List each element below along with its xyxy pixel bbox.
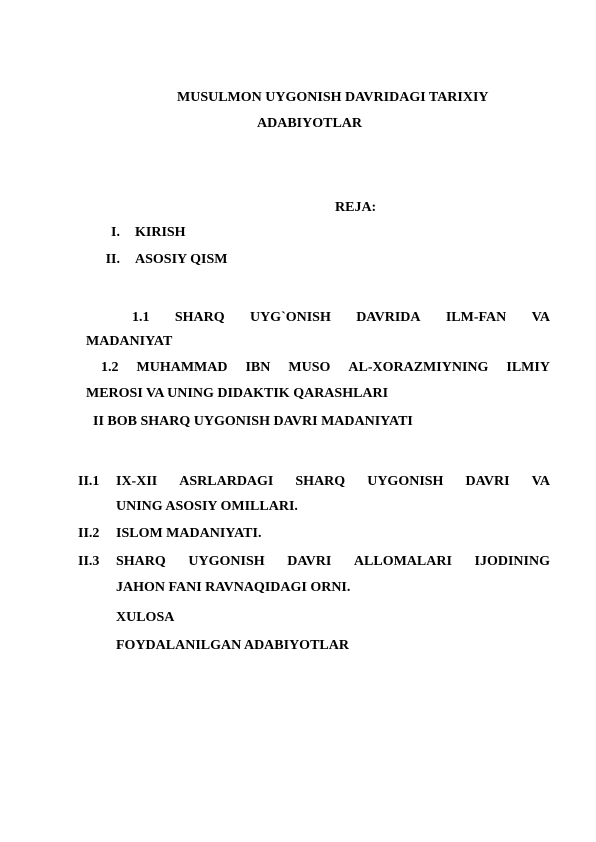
word: IBN	[245, 360, 271, 375]
word: IX-XII	[116, 474, 158, 489]
roman-numeral-2: II.	[105, 252, 120, 267]
word: MUSO	[288, 360, 331, 375]
plan-heading: REJA:	[335, 200, 377, 215]
word: UYG`ONISH	[249, 310, 331, 325]
roman-item-kirish: KIRISH	[135, 225, 186, 240]
section-2-1-line	[116, 474, 550, 490]
section-2-3-number: II.3	[78, 554, 100, 569]
section-2-1-continuation: UNING ASOSIY OMILLARI.	[116, 499, 298, 514]
section-2-1-number: II.1	[78, 474, 100, 489]
word: 1.2	[101, 360, 119, 375]
word: ILMIY	[506, 360, 550, 375]
word: DAVRI	[287, 554, 332, 569]
word: IJODINING	[474, 554, 550, 569]
subsection-1-1-line	[132, 310, 550, 326]
section-2-3-line	[116, 554, 550, 570]
roman-numeral-1: I.	[111, 225, 120, 240]
word: AL-XORAZMIYNING	[348, 360, 489, 375]
word: MUHAMMAD	[136, 360, 228, 375]
conclusion-item: XULOSA	[116, 610, 175, 625]
word: SHARQ	[116, 554, 166, 569]
subsection-1-1-continuation: MADANIYAT	[86, 334, 173, 349]
word: 1.1	[132, 310, 150, 325]
document-title-line-1: MUSULMON UYGONISH DAVRIDAGI TARIXIY	[177, 90, 489, 105]
section-2-2-number: II.2	[78, 526, 100, 541]
word: UYGONISH	[367, 474, 444, 489]
word: UYGONISH	[188, 554, 265, 569]
word: ALLOMALARI	[353, 554, 452, 569]
document-title-line-2: ADABIYOTLAR	[257, 116, 363, 131]
subsection-1-2-continuation: MEROSI VA UNING DIDAKTIK QARASHLARI	[86, 386, 389, 401]
chapter-2-heading: II BOB SHARQ UYGONISH DAVRI MADANIYATI	[93, 414, 413, 429]
subsection-1-2-line	[101, 360, 550, 376]
section-2-2-text: ISLOM MADANIYATI.	[116, 526, 262, 541]
references-item: FOYDALANILGAN ADABIYOTLAR	[116, 638, 349, 653]
section-2-3-continuation: JAHON FANI RAVNAQIDAGI ORNI.	[116, 580, 351, 595]
word: DAVRI	[465, 474, 510, 489]
word: SHARQ	[295, 474, 346, 489]
roman-item-asosiy-qism: ASOSIY QISM	[135, 252, 228, 267]
word: SHARQ	[174, 310, 225, 325]
word: ILM-FAN	[445, 310, 507, 325]
word: VA	[531, 474, 550, 489]
word: ASRLARDAGI	[179, 474, 274, 489]
word: VA	[531, 310, 550, 325]
word: DAVRIDA	[356, 310, 421, 325]
